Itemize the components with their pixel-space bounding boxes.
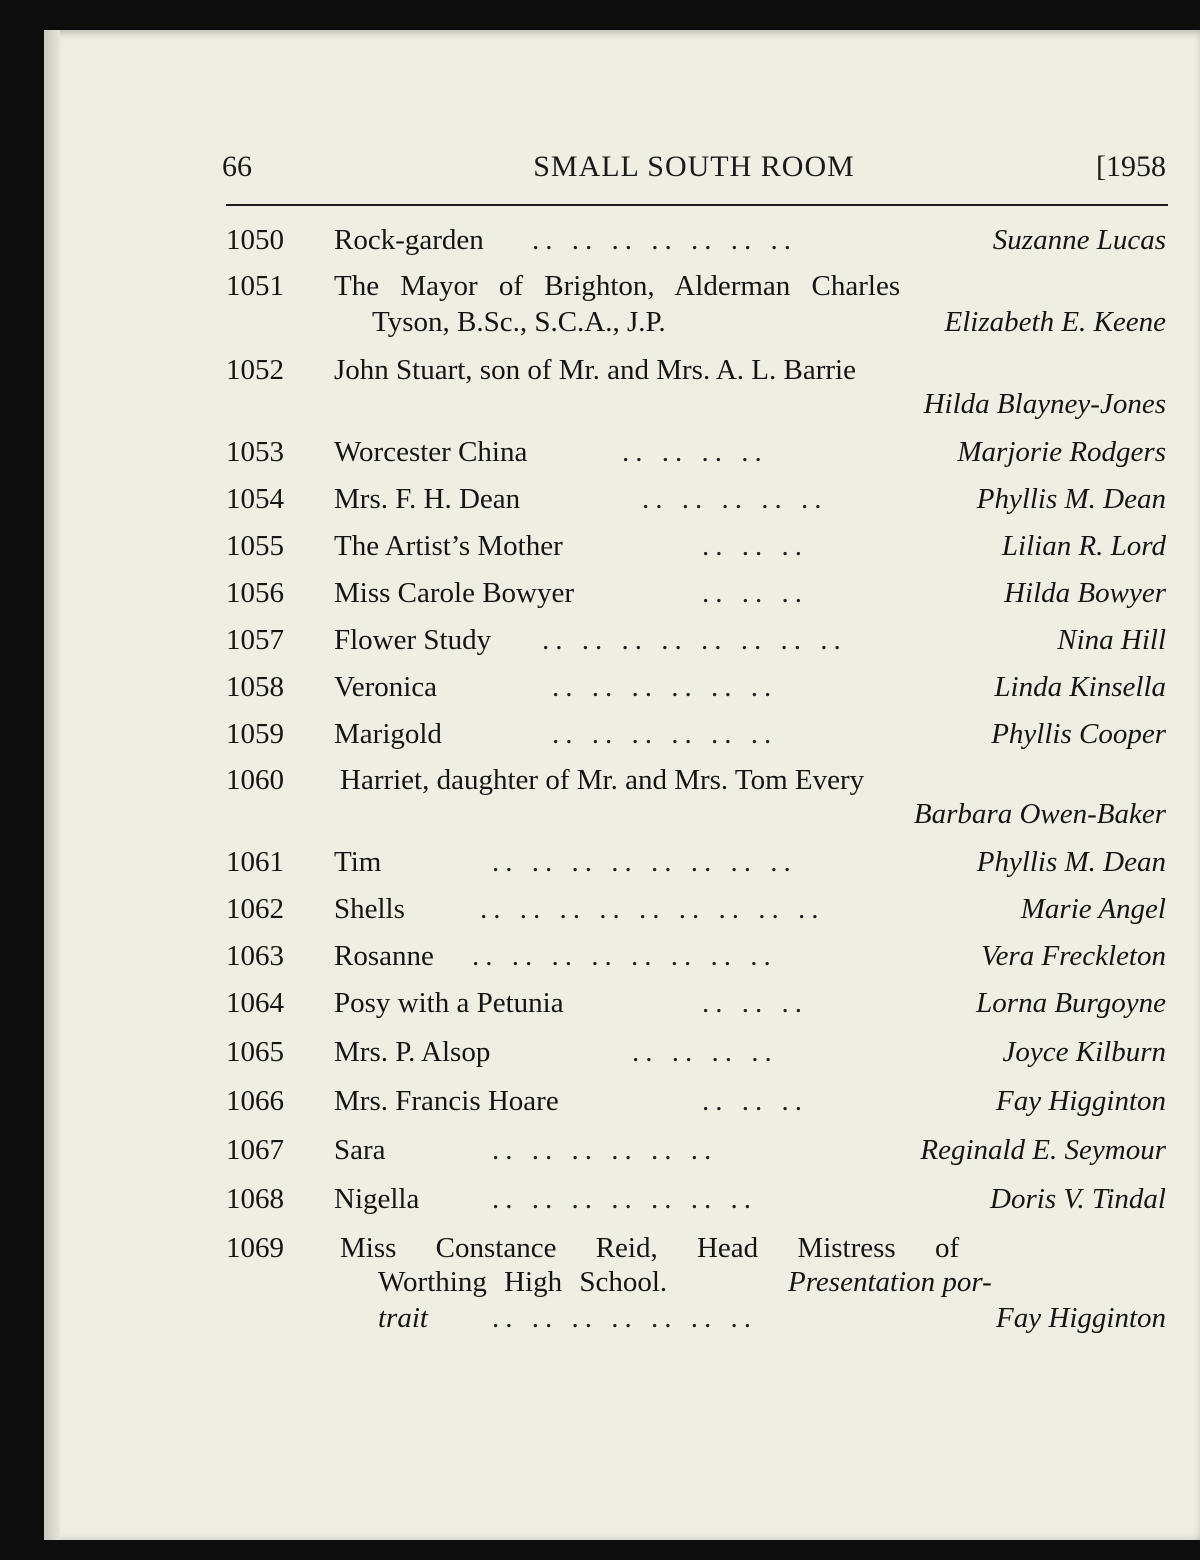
entry-artist: Elizabeth E. Keene bbox=[944, 306, 1166, 338]
entry-artist: Vera Freckleton bbox=[981, 940, 1166, 972]
leader-dots: .. .. .. bbox=[702, 987, 808, 1019]
entry-number: 1050 bbox=[226, 224, 284, 256]
entry-artist: Linda Kinsella bbox=[994, 671, 1166, 703]
entry-number: 1063 bbox=[226, 940, 284, 972]
entry-artist: Suzanne Lucas bbox=[992, 224, 1166, 256]
entry-number: 1051 bbox=[226, 270, 284, 302]
entry-title: Sara bbox=[334, 1134, 386, 1166]
catalogue-entry bbox=[222, 1036, 1166, 1072]
entry-artist: Fay Higginton bbox=[996, 1302, 1166, 1334]
page-number: 66 bbox=[222, 150, 252, 183]
entry-number: 1068 bbox=[226, 1183, 284, 1215]
entry-number: 1067 bbox=[226, 1134, 284, 1166]
entry-title: Posy with a Petunia bbox=[334, 987, 564, 1019]
entry-number: 1062 bbox=[226, 893, 284, 925]
entry-artist: Phyllis M. Dean bbox=[976, 846, 1166, 878]
catalogue-entry bbox=[222, 764, 1166, 800]
entry-artist: Marie Angel bbox=[1020, 893, 1166, 925]
entry-title: Mrs. F. H. Dean bbox=[334, 483, 521, 515]
entry-title: John Stuart, son of Mr. and Mrs. A. L. Barrie bbox=[334, 354, 856, 386]
catalogue-entry bbox=[222, 436, 1166, 472]
entry-title: The Artist’s Mother bbox=[334, 530, 563, 562]
leader-dots: .. .. .. .. bbox=[632, 1036, 778, 1068]
catalogue-entry bbox=[222, 1232, 1166, 1268]
entry-title: The Mayor of Brighton, Alderman Charles bbox=[334, 270, 901, 302]
leader-dots: .. .. .. .. .. .. .. .. .. bbox=[480, 893, 825, 925]
leader-dots: .. .. .. bbox=[702, 1085, 808, 1117]
entry-title: Worcester China bbox=[334, 436, 528, 468]
catalogue-entry-continuation bbox=[222, 388, 1166, 424]
catalogue-entry bbox=[222, 893, 1166, 929]
entry-number: 1066 bbox=[226, 1085, 284, 1117]
catalogue-entry-continuation bbox=[222, 798, 1166, 834]
catalogue-entry bbox=[222, 1183, 1166, 1219]
entry-title: Miss Carole Bowyer bbox=[334, 577, 575, 609]
running-header bbox=[222, 142, 1166, 188]
catalogue-entry bbox=[222, 270, 1166, 306]
entry-number: 1055 bbox=[226, 530, 284, 562]
leader-dots: .. .. .. bbox=[702, 530, 808, 562]
entry-number: 1061 bbox=[226, 846, 284, 878]
leader-dots: .. .. .. .. .. .. .. .. bbox=[542, 624, 847, 656]
entry-artist: Reginald E. Seymour bbox=[920, 1134, 1166, 1166]
entry-title-continued: trait bbox=[378, 1302, 428, 1334]
entry-title: Rock-garden bbox=[334, 224, 484, 256]
catalogue-entry bbox=[222, 577, 1166, 613]
leader-dots: .. .. .. .. .. .. .. .. bbox=[492, 846, 797, 878]
entry-title: Flower Study bbox=[334, 624, 492, 656]
entry-artist: Hilda Bowyer bbox=[1004, 577, 1166, 609]
leader-dots: .. .. .. .. .. .. bbox=[552, 718, 778, 750]
catalogue-entry bbox=[222, 1085, 1166, 1121]
entry-artist: Fay Higginton bbox=[996, 1085, 1166, 1117]
catalogue-entry bbox=[222, 224, 1166, 260]
catalogue-entry-continuation bbox=[222, 1302, 1166, 1338]
header-year: [1958 bbox=[1096, 150, 1166, 183]
catalogue-entry bbox=[222, 483, 1166, 519]
leader-dots: .. .. .. .. .. .. .. bbox=[492, 1302, 757, 1334]
catalogue-entry bbox=[222, 718, 1166, 754]
entry-artist: Lilian R. Lord bbox=[1001, 530, 1166, 562]
entry-title: Shells bbox=[334, 893, 405, 925]
entry-artist: Joyce Kilburn bbox=[1002, 1036, 1166, 1068]
leader-dots: .. .. .. .. .. .. .. bbox=[492, 1183, 757, 1215]
entry-number: 1065 bbox=[226, 1036, 284, 1068]
catalogue-entry bbox=[222, 530, 1166, 566]
leader-dots: .. .. .. .. .. .. .. bbox=[532, 224, 797, 256]
leader-dots: .. .. .. bbox=[702, 577, 808, 609]
entry-title-continued: Tyson, B.Sc., S.C.A., J.P. bbox=[372, 306, 666, 338]
catalogue-entry bbox=[222, 987, 1166, 1023]
entry-number: 1064 bbox=[226, 987, 284, 1019]
entry-number: 1057 bbox=[226, 624, 284, 656]
catalogue-entry bbox=[222, 940, 1166, 976]
catalogue-entry bbox=[222, 354, 1166, 390]
entry-number: 1059 bbox=[226, 718, 284, 750]
entry-artist: Phyllis Cooper bbox=[991, 718, 1166, 750]
entry-artist: Nina Hill bbox=[1057, 624, 1166, 656]
leader-dots: .. .. .. .. .. .. bbox=[492, 1134, 718, 1166]
entry-artist: Doris V. Tindal bbox=[990, 1183, 1166, 1215]
entry-title: Marigold bbox=[334, 718, 442, 750]
entry-artist: Lorna Burgoyne bbox=[976, 987, 1166, 1019]
catalogue-entry-continuation bbox=[222, 306, 1166, 342]
leader-dots: .. .. .. .. bbox=[622, 436, 768, 468]
entry-title: Miss Constance Reid, Head Mistress of bbox=[340, 1232, 960, 1264]
entry-title: Rosanne bbox=[334, 940, 434, 972]
leader-dots: .. .. .. .. .. .. .. .. bbox=[472, 940, 777, 972]
entry-title: Harriet, daughter of Mr. and Mrs. Tom Every bbox=[340, 764, 865, 796]
entry-title-italic: Presentation por- bbox=[788, 1266, 992, 1298]
entry-number: 1056 bbox=[226, 577, 284, 609]
catalogue-entry bbox=[222, 1134, 1166, 1170]
leader-dots: .. .. .. .. .. bbox=[642, 483, 828, 515]
catalogue-entry bbox=[222, 846, 1166, 882]
entry-number: 1052 bbox=[226, 354, 284, 386]
entry-title: Mrs. Francis Hoare bbox=[334, 1085, 559, 1117]
entry-number: 1069 bbox=[226, 1232, 284, 1264]
page-gutter bbox=[44, 30, 60, 1540]
entry-artist: Phyllis M. Dean bbox=[976, 483, 1166, 515]
entry-artist: Barbara Owen-Baker bbox=[913, 798, 1166, 830]
entry-number: 1054 bbox=[226, 483, 284, 515]
entry-title: Nigella bbox=[334, 1183, 420, 1215]
entry-number: 1053 bbox=[226, 436, 284, 468]
entry-title: Veronica bbox=[334, 671, 438, 703]
entry-title: Tim bbox=[334, 846, 382, 878]
header-rule bbox=[226, 204, 1168, 206]
entry-artist: Marjorie Rodgers bbox=[957, 436, 1166, 468]
entry-number: 1058 bbox=[226, 671, 284, 703]
page-title: SMALL SOUTH ROOM bbox=[533, 150, 855, 183]
entry-number: 1060 bbox=[226, 764, 284, 796]
catalogue-entry bbox=[222, 624, 1166, 660]
catalogue-entry-continuation bbox=[222, 1266, 1166, 1302]
entry-title-continued: Worthing High School. bbox=[378, 1266, 668, 1298]
catalogue-entry bbox=[222, 671, 1166, 707]
entry-title: Mrs. P. Alsop bbox=[334, 1036, 491, 1068]
entry-artist: Hilda Blayney-Jones bbox=[923, 388, 1166, 420]
leader-dots: .. .. .. .. .. .. bbox=[552, 671, 778, 703]
